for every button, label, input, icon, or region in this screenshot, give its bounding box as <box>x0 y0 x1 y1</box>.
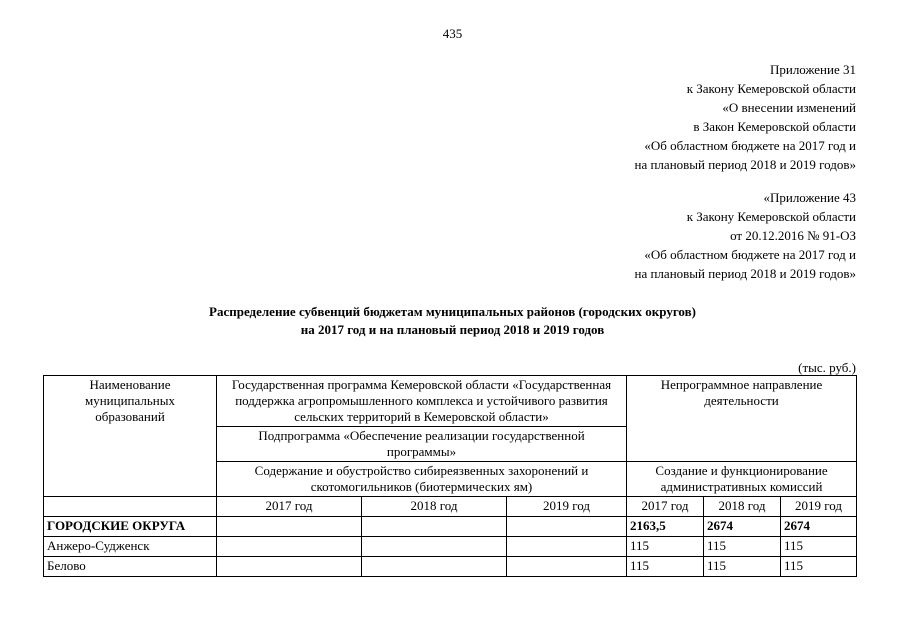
row-value <box>362 517 507 537</box>
header-year: 2019 год <box>507 497 627 517</box>
appendix-line: на плановый период 2018 и 2019 годов» <box>634 266 856 281</box>
header-year: 2017 год <box>217 497 362 517</box>
appendix-line: «Об областном бюджете на 2017 год и <box>644 247 856 262</box>
appendix-line: «Об областном бюджете на 2017 год и <box>644 138 856 153</box>
row-name: Анжеро-Судженск <box>44 537 217 557</box>
header-year: 2018 год <box>362 497 507 517</box>
row-value: 2674 <box>704 517 781 537</box>
row-value: 2163,5 <box>627 517 704 537</box>
table-row <box>44 517 857 537</box>
row-value <box>217 517 362 537</box>
units-label: (тыс. руб.) <box>798 360 856 375</box>
header-year: 2019 год <box>781 497 857 517</box>
appendix-line: на плановый период 2018 и 2019 годов» <box>634 157 856 172</box>
table-row <box>44 537 857 557</box>
appendix-line: от 20.12.2016 № 91-ОЗ <box>730 228 856 243</box>
appendix-line: Приложение 31 <box>769 62 856 77</box>
header-program-activity: Содержание и обустройство сибиреязвенных захоронений и скотомогильников (биотермических ям) <box>217 462 627 497</box>
row-value: 2674 <box>781 517 857 537</box>
appendix-line: «Приложение 43 <box>763 190 856 205</box>
page-number: 435 <box>442 26 463 41</box>
row-name: Белово <box>44 557 217 577</box>
row-value <box>217 537 362 557</box>
table-row <box>44 557 857 577</box>
header-year: 2017 год <box>627 497 704 517</box>
appendix-31-header <box>635 60 857 174</box>
row-value: 115 <box>704 557 781 577</box>
header-year: 2018 год <box>704 497 781 517</box>
appendix-line: к Закону Кемеровской области <box>686 81 856 96</box>
header-nonprogram: Непрограммное направление деятельности <box>627 376 857 462</box>
appendix-line: «О внесении изменений <box>722 100 856 115</box>
row-value: 115 <box>704 537 781 557</box>
row-name: ГОРОДСКИЕ ОКРУГА <box>44 517 217 537</box>
title-line: на 2017 год и на плановый период 2018 и 2019 годов <box>300 322 605 337</box>
row-value: 115 <box>627 537 704 557</box>
row-value <box>362 557 507 577</box>
row-value <box>217 557 362 577</box>
row-value: 115 <box>627 557 704 577</box>
header-subprogram: Подпрограмма «Обеспечение реализации государственной программы» <box>217 427 627 462</box>
header-nonprogram-activity: Создание и функционирование административных комиссий <box>627 462 857 497</box>
header-municipalities: Наименование муниципальных образований <box>44 376 217 497</box>
row-value <box>507 557 627 577</box>
appendix-line: в Закон Кемеровской области <box>693 119 856 134</box>
row-value: 115 <box>781 557 857 577</box>
header-empty-cell <box>44 497 217 517</box>
row-value <box>507 517 627 537</box>
row-value: 115 <box>781 537 857 557</box>
row-value <box>507 537 627 557</box>
row-value <box>362 537 507 557</box>
subventions-table <box>43 375 857 577</box>
header-state-program: Государственная программа Кемеровской области «Государственная поддержка агропромышленного комплекса и устойчивого развития сельских территорий в Кемеровской области» <box>217 376 627 427</box>
title-line: Распределение субвенций бюджетам муниципальных районов (городских округов) <box>209 304 696 319</box>
document-title <box>0 303 905 339</box>
appendix-line: к Закону Кемеровской области <box>686 209 856 224</box>
appendix-43-header <box>635 188 857 283</box>
